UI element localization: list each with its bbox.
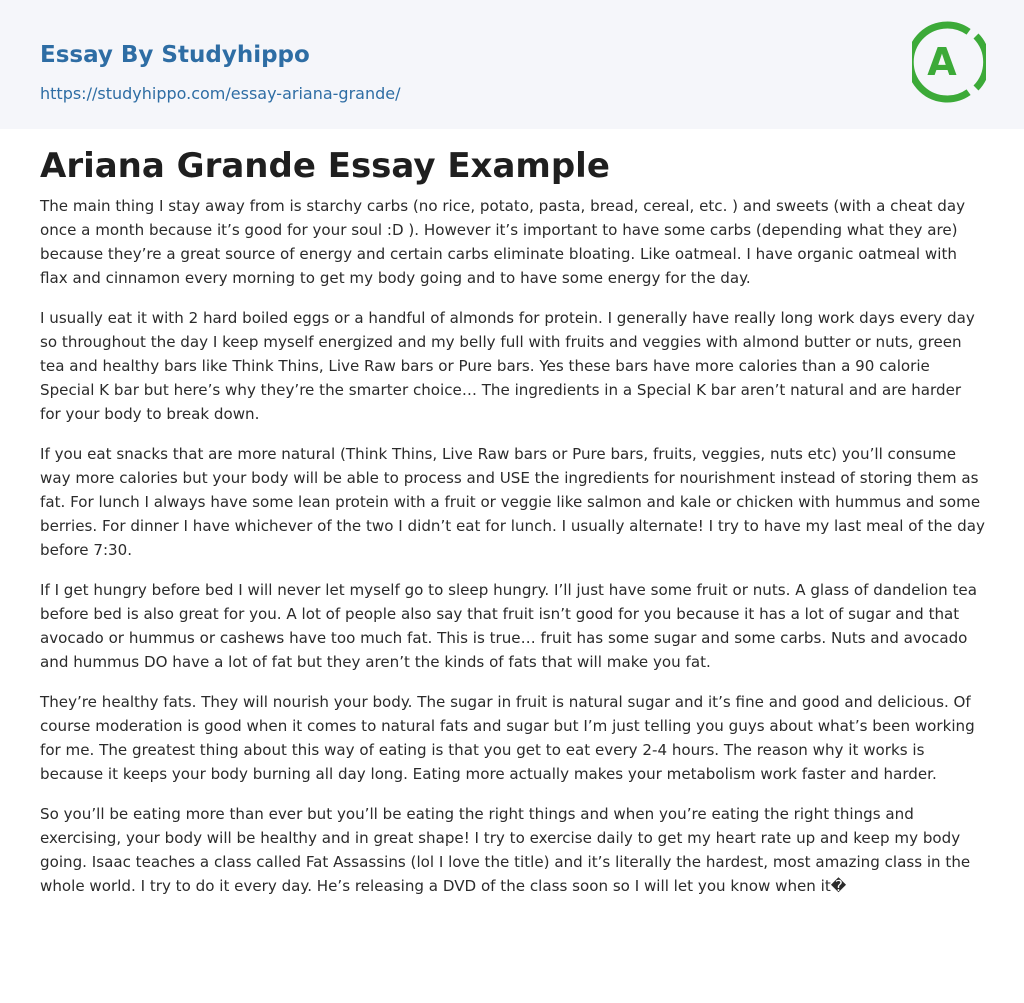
essay-paragraph: If you eat snacks that are more natural (Think Thins, Live Raw bars or Pure bars, fruits, veggies, nuts etc) you’ll consume way more calories but your body will be able to process and USE the ingredients for nourishment instead of storing them as fat. For lunch I always have some lean protein with a fruit or veggie like salmon and kale or chicken with hummus and some berries. For dinner I have whichever of the two I didn’t eat for lunch. I usually alternate! I try to have my last meal of the day before 7:30. xyxy=(40,445,985,559)
essay-paragraph: So you’ll be eating more than ever but you’ll be eating the right things and when you’re eating the right things and exercising, your body will be healthy and in great shape! I try to exercise daily to get my heart rate up and keep my body going. Isaac teaches a class called Fat Assassins (lol I love the title) and it’s literally the hardest, most amazing class in the whole world. I try to do it every day. He’s releasing a DVD of the class soon so I will let you know when it� xyxy=(40,805,971,895)
essay-body xyxy=(40,194,986,914)
site-brand[interactable]: Essay By Studyhippo xyxy=(40,42,310,68)
essay-paragraph: The main thing I stay away from is starchy carbs (no rice, potato, pasta, bread, cereal, etc. ) and sweets (with a cheat day once a month because it’s good for your soul :D ). However it’s important to have some carbs (depending what they are) because they’re a great source of energy and certain carbs eliminate bloating. Like oatmeal. I have organic oatmeal with flax and cinnamon every morning to get my body going and to have some energy for the day. xyxy=(40,197,966,287)
page-title: Ariana Grande Essay Example xyxy=(40,146,610,186)
essay-paragraph: If I get hungry before bed I will never let myself go to sleep hungry. I’ll just have some fruit or nuts. A glass of dandelion tea before bed is also great for you. A lot of people also say that fruit isn’t good for you because it has a lot of sugar and that avocado or hummus or cashews have too much fat. This is true… fruit has some sugar and some carbs. Nuts and avocado and hummus DO have a lot of fat but they aren’t the kinds of fats that will make you fat. xyxy=(40,581,977,671)
essay-url-link[interactable]: https://studyhippo.com/essay-ariana-grande/ xyxy=(40,84,401,103)
site-header xyxy=(0,0,1024,129)
essay-paragraph: I usually eat it with 2 hard boiled eggs or a handful of almonds for protein. I generally have really long work days every day so throughout the day I keep myself energized and my belly full with fruits and veggies with almond butter or nuts, green tea and healthy bars like Think Thins, Live Raw bars or Pure bars. Yes these bars have more calories than a 90 calorie Special K bar but here’s why they’re the smarter choice… The ingredients in a Special K bar aren’t natural and are harder for your body to break down. xyxy=(40,309,975,423)
studyhippo-logo[interactable] xyxy=(912,18,986,106)
logo-letter: A xyxy=(927,40,957,84)
essay-paragraph: They’re healthy fats. They will nourish your body. The sugar in fruit is natural sugar and it’s fine and good and delicious. Of course moderation is good when it comes to natural fats and sugar but I’m just telling you guys about what’s been working for me. The greatest thing about this way of eating is that you get to eat every 2-4 hours. The reason why it works is because it keeps your body burning all day long. Eating more actually makes your metabolism work faster and harder. xyxy=(40,693,975,783)
